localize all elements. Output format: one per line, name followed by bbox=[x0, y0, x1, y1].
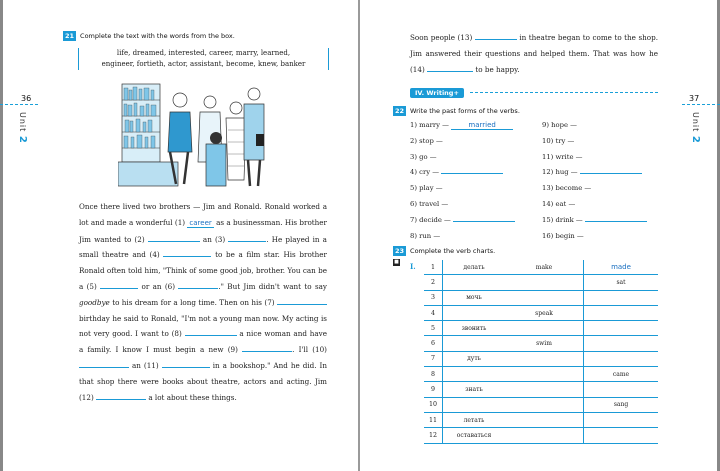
unit-number: 2 bbox=[17, 135, 28, 144]
margin-rule-right bbox=[682, 104, 720, 105]
gutter bbox=[358, 0, 360, 471]
verb-number: 2) bbox=[410, 136, 417, 145]
table-row bbox=[424, 336, 658, 351]
unit-label-right bbox=[690, 112, 701, 144]
story-part: to be a film star. His brother Ronald often told him, "Think of some good job, brother. You can be a (5) bbox=[79, 250, 327, 291]
verb-number: 3) bbox=[410, 152, 417, 161]
story-part: or an (6) bbox=[141, 281, 176, 291]
verb-answer-field[interactable]: married bbox=[451, 121, 513, 130]
table-row bbox=[424, 382, 658, 397]
verb-base: eat — bbox=[555, 199, 576, 208]
verb-item bbox=[410, 150, 535, 166]
story-part: an (3) bbox=[202, 234, 226, 244]
verb-answer-field[interactable] bbox=[585, 213, 647, 222]
story-part: in a bookshop." And he did. In that shop there were books about theatre, actors and acting. Jim (12) bbox=[79, 360, 327, 402]
russian-verb-cell: знать bbox=[443, 382, 506, 397]
verb-base: marry — bbox=[419, 121, 449, 129]
gap-13[interactable] bbox=[475, 31, 517, 40]
verb-number: 16) bbox=[542, 231, 554, 240]
verb-item bbox=[410, 213, 535, 229]
past-form-cell[interactable] bbox=[584, 290, 659, 305]
gap-14[interactable] bbox=[427, 63, 473, 72]
base-form-cell[interactable] bbox=[505, 382, 584, 397]
verb-answer-field[interactable] bbox=[576, 135, 586, 143]
gap-3[interactable] bbox=[228, 233, 266, 242]
verb-answer-field[interactable] bbox=[577, 198, 587, 206]
gap-2[interactable] bbox=[148, 233, 200, 242]
past-form-cell[interactable] bbox=[584, 428, 659, 443]
word-box bbox=[78, 48, 329, 70]
row-number: 12 bbox=[424, 428, 443, 443]
russian-verb-cell[interactable] bbox=[443, 367, 506, 382]
verb-item bbox=[542, 150, 662, 166]
verb-base: hug — bbox=[555, 168, 578, 177]
verb-base: go — bbox=[419, 152, 437, 161]
exercise-number-badge: 22 bbox=[395, 107, 405, 115]
unit-word: Unit bbox=[18, 112, 27, 133]
story-part: birthday he said to Ronald, "I'm not a young man now. My acting is not very good. I want to (8) bbox=[79, 313, 327, 339]
verb-answer-field[interactable] bbox=[450, 198, 460, 206]
russian-verb-cell: оставаться bbox=[443, 428, 506, 443]
verb-item bbox=[542, 213, 662, 229]
exercise-23-heading bbox=[393, 246, 495, 256]
past-form-cell[interactable] bbox=[584, 412, 659, 427]
unit-word: Unit bbox=[691, 112, 700, 133]
verb-answer-field[interactable] bbox=[441, 165, 503, 174]
gap-9[interactable] bbox=[242, 343, 292, 352]
row-number: 7 bbox=[424, 351, 443, 366]
story-part: in theatre began to come to the shop. Jim answered their questions and helped them. That was how he (14) bbox=[410, 33, 658, 74]
gap-11[interactable] bbox=[162, 359, 210, 368]
base-form-cell[interactable] bbox=[505, 367, 584, 382]
table-row bbox=[424, 290, 658, 305]
verb-number: 12) bbox=[542, 168, 554, 177]
verb-item bbox=[542, 118, 662, 134]
base-form-cell: make bbox=[505, 260, 584, 275]
verb-base: cry — bbox=[419, 168, 440, 177]
unit-number: 2 bbox=[690, 135, 701, 144]
continued-story-text bbox=[410, 30, 658, 78]
story-part: a lot about these things. bbox=[148, 392, 237, 402]
verb-item bbox=[542, 134, 662, 150]
exercise-number-badge: 21 bbox=[65, 32, 75, 40]
illustration-bookshop bbox=[118, 80, 266, 190]
verb-base: run — bbox=[419, 231, 441, 240]
verb-item bbox=[542, 197, 662, 213]
marker-icon: ■ bbox=[394, 259, 399, 265]
verb-answer-field[interactable] bbox=[453, 213, 515, 222]
gap-12[interactable] bbox=[96, 391, 146, 400]
verb-list-col1 bbox=[410, 118, 535, 244]
past-form-cell[interactable] bbox=[584, 351, 659, 366]
table-row bbox=[424, 305, 658, 320]
story-text bbox=[79, 199, 327, 405]
russian-verb-cell: дуть bbox=[443, 351, 506, 366]
past-form-cell[interactable] bbox=[584, 305, 659, 320]
gap-8[interactable] bbox=[185, 327, 237, 336]
verb-answer-field[interactable] bbox=[586, 230, 596, 238]
exercise-instruction: Complete the verb charts. bbox=[410, 247, 496, 255]
verb-number: 14) bbox=[542, 199, 554, 208]
section-title: Writing+ bbox=[426, 89, 459, 97]
base-form-cell[interactable] bbox=[505, 351, 584, 366]
table-row bbox=[424, 412, 658, 427]
past-form-cell[interactable] bbox=[584, 321, 659, 336]
table-row bbox=[424, 428, 658, 443]
verb-answer-field[interactable] bbox=[579, 119, 589, 127]
past-form-cell: came bbox=[584, 367, 659, 382]
verb-item bbox=[410, 118, 535, 134]
section-roman: IV. bbox=[415, 89, 425, 97]
table-row bbox=[424, 351, 658, 366]
section-header-writing bbox=[410, 88, 658, 97]
exercise-instruction: Write the past forms of the verbs. bbox=[410, 107, 520, 115]
verb-number: 15) bbox=[542, 215, 554, 224]
story-part: . He played in a small theatre and (4) bbox=[79, 234, 327, 260]
russian-verb-cell: звонить bbox=[443, 321, 506, 336]
row-number: 9 bbox=[424, 382, 443, 397]
row-number: 1 bbox=[424, 260, 443, 275]
verb-base: travel — bbox=[419, 199, 449, 208]
word-box-line: life, dreamed, interested, career, marry, learned, bbox=[116, 49, 291, 57]
story-part: Once there lived two brothers — Jim and Ronald. Ronald worked a lot and made a wonderful (1) bbox=[79, 202, 327, 227]
verb-item bbox=[410, 134, 535, 150]
exercise-instruction: Complete the text with the words from the box. bbox=[80, 32, 235, 40]
verb-number: 8) bbox=[410, 231, 417, 240]
section-tag bbox=[410, 88, 464, 98]
russian-verb-cell: мочь bbox=[443, 290, 506, 305]
row-number: 8 bbox=[424, 367, 443, 382]
gap-10[interactable] bbox=[79, 359, 129, 368]
story-part: a nice woman and have a family. I know I must begin a new (9) bbox=[79, 329, 327, 355]
verb-base: begin — bbox=[555, 231, 584, 240]
row-number: 5 bbox=[424, 321, 443, 336]
russian-verb-cell: летать bbox=[443, 412, 506, 427]
story-italic: goodbye bbox=[79, 297, 110, 307]
verb-list-col2 bbox=[542, 118, 662, 244]
base-form-cell[interactable] bbox=[505, 397, 584, 412]
row-number: 3 bbox=[424, 290, 443, 305]
base-form-cell[interactable] bbox=[505, 290, 584, 305]
verb-number: 4) bbox=[410, 168, 417, 177]
page-number-right: 37 bbox=[689, 94, 700, 103]
story-part: ." But Jim didn't want to say bbox=[218, 281, 327, 291]
table-row bbox=[424, 367, 658, 382]
row-number: 11 bbox=[424, 412, 443, 427]
margin-rule-left bbox=[0, 104, 38, 105]
base-form-cell[interactable] bbox=[505, 275, 584, 290]
verb-item bbox=[410, 181, 535, 197]
verb-number: 5) bbox=[410, 184, 417, 193]
story-part: an (11) bbox=[132, 360, 159, 370]
gap-6[interactable] bbox=[178, 280, 218, 289]
verb-number: 7) bbox=[410, 215, 417, 224]
verb-base: write — bbox=[555, 152, 583, 161]
verb-base: decide — bbox=[419, 215, 451, 224]
past-form-cell: sang bbox=[584, 397, 659, 412]
base-form-cell: swim bbox=[505, 336, 584, 351]
verb-base: drink — bbox=[555, 215, 583, 224]
story-part: to be happy. bbox=[475, 65, 520, 74]
verb-number: 10) bbox=[542, 136, 554, 145]
verb-answer-field[interactable] bbox=[445, 182, 455, 190]
verb-number: 9) bbox=[542, 121, 549, 129]
russian-verb-cell[interactable] bbox=[443, 397, 506, 412]
story-part: to his dream for a long time. Then on his (7) bbox=[112, 297, 275, 307]
base-form-cell[interactable] bbox=[505, 412, 584, 427]
gap-7[interactable] bbox=[277, 296, 327, 305]
past-form-cell: sat bbox=[584, 275, 659, 290]
verb-item bbox=[410, 197, 535, 213]
russian-verb-cell: делать bbox=[443, 260, 506, 275]
exercise-number-badge: 23 bbox=[395, 247, 405, 255]
row-number: 4 bbox=[424, 305, 443, 320]
verb-item bbox=[542, 229, 662, 245]
exercise-22-heading bbox=[393, 106, 520, 116]
base-form-cell: speak bbox=[505, 305, 584, 320]
gap-1-answer[interactable]: career bbox=[189, 218, 212, 227]
story-part: . I'll (10) bbox=[292, 345, 327, 355]
left-edge bbox=[0, 0, 3, 471]
verb-number: 1) bbox=[410, 121, 417, 129]
verb-item bbox=[410, 165, 535, 181]
row-number: 10 bbox=[424, 397, 443, 412]
verb-base: try — bbox=[555, 136, 575, 145]
verb-base: play — bbox=[419, 184, 443, 193]
verb-answer-field[interactable] bbox=[445, 135, 455, 143]
gap-4[interactable] bbox=[163, 248, 211, 257]
verb-number: 6) bbox=[410, 199, 417, 208]
table-row bbox=[424, 260, 658, 275]
verb-number: 11) bbox=[542, 152, 554, 161]
verb-chart-table bbox=[424, 260, 658, 444]
story-part: Soon people (13) bbox=[410, 33, 473, 42]
exercise-21-heading bbox=[63, 31, 235, 41]
word-box-line: engineer, fortieth, actor, assistant, become, knew, banker bbox=[101, 60, 306, 68]
verb-item bbox=[542, 165, 662, 181]
past-form-cell: made bbox=[584, 260, 659, 275]
russian-verb-cell[interactable] bbox=[443, 275, 506, 290]
base-form-cell[interactable] bbox=[505, 321, 584, 336]
russian-verb-cell[interactable] bbox=[443, 305, 506, 320]
verb-item bbox=[542, 181, 662, 197]
gap-5[interactable] bbox=[100, 280, 138, 289]
row-number: 2 bbox=[424, 275, 443, 290]
past-form-cell[interactable] bbox=[584, 382, 659, 397]
table-row bbox=[424, 275, 658, 290]
verb-base: hope — bbox=[551, 121, 577, 129]
verb-item bbox=[410, 229, 535, 245]
verb-base: stop — bbox=[419, 136, 443, 145]
verb-number: 13) bbox=[542, 184, 554, 193]
verb-answer-field[interactable] bbox=[439, 151, 449, 159]
verb-answer-field[interactable] bbox=[442, 230, 452, 238]
section-rule bbox=[470, 92, 658, 93]
verb-answer-field[interactable] bbox=[593, 182, 603, 190]
table-row bbox=[424, 321, 658, 336]
russian-verb-cell[interactable] bbox=[443, 336, 506, 351]
base-form-cell[interactable] bbox=[505, 428, 584, 443]
chart-roman-label: I. bbox=[410, 262, 416, 271]
past-form-cell[interactable] bbox=[584, 336, 659, 351]
unit-label-left bbox=[17, 112, 28, 144]
table-row bbox=[424, 397, 658, 412]
verb-answer-field[interactable] bbox=[580, 165, 642, 174]
story-part: as a businessman. His brother Jim wanted to (2) bbox=[79, 217, 327, 244]
page-number-left: 36 bbox=[21, 94, 32, 103]
verb-base: become — bbox=[555, 184, 592, 193]
verb-answer-field[interactable] bbox=[585, 151, 595, 159]
row-number: 6 bbox=[424, 336, 443, 351]
